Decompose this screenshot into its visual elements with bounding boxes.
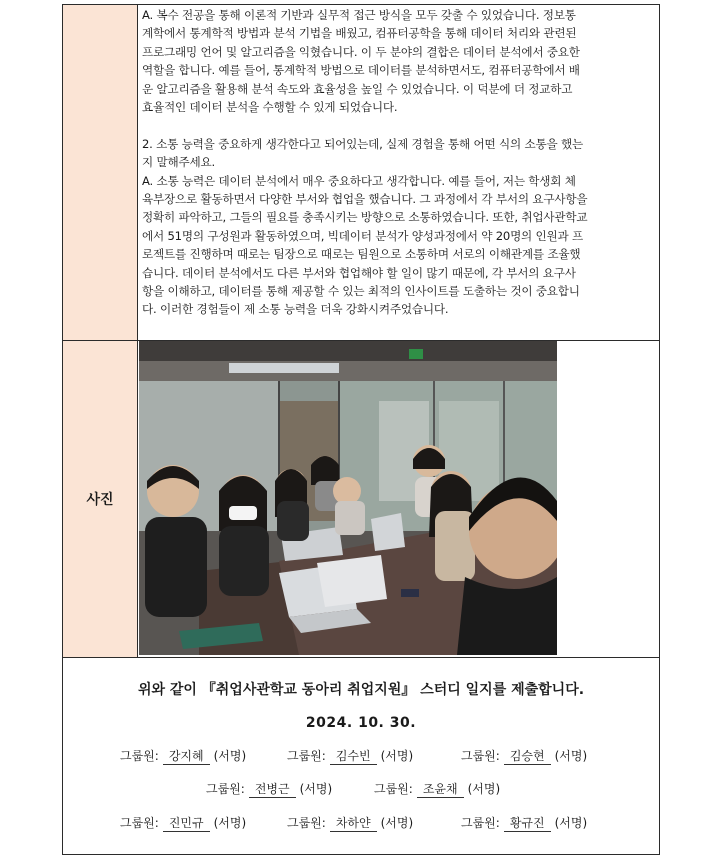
photo-row <box>63 341 659 658</box>
group-photo <box>139 341 557 655</box>
answer2-line: 에서 51명의 구성원과 활동하였으며, 빅데이터 분석가 양성과정에서 약 20명의 인원과 프 <box>142 228 584 243</box>
question2-line: 2. 소통 능력을 중요하게 생각한다고 되어있는데, 실제 경험을 통해 어떤 식의 소통을 했는 <box>142 136 583 151</box>
answer2-line: 습니다. 데이터 분석에서도 다른 부서와 협업해야 할 일이 많기 때문에, 각 부서의 요구사 <box>142 265 576 280</box>
member-name: 김수빈 <box>330 747 377 765</box>
submission-statement: 위와 같이 『취업사관학교 동아리 취업지원』 스터디 일지를 제출합니다. <box>137 682 585 698</box>
photo-label-cell <box>63 341 138 657</box>
answer2-line: 정확히 파악하고, 그들의 필요를 충족시키는 방향으로 소통하였습니다. 또한, 취업사관학교 <box>142 210 588 225</box>
member-signature: 그룹원: 김승현 (서명) <box>461 749 588 763</box>
submission-section <box>63 658 659 854</box>
answers-row <box>63 5 659 341</box>
answer2-line: 로젝트를 진행하며 때로는 팀장으로 때로는 팀원으로 소통하며 서로의 이해관계를 조율했 <box>142 247 581 262</box>
answer1-line: A. 복수 전공을 통해 이론적 기반과 실무적 접근 방식을 모두 갖출 수 있었습니다. 정보통 <box>142 8 576 22</box>
question2-line: 지 말해주세요. <box>142 155 215 170</box>
member-name: 차하얀 <box>330 814 377 832</box>
answers-text <box>142 6 656 319</box>
member-signature: 그룹원: 진민규 (서명) <box>120 816 247 830</box>
member-name: 조윤채 <box>417 780 464 798</box>
submission-date: 2024. 10. 30. <box>305 715 417 731</box>
member-signature: 그룹원: 조윤채 (서명) <box>374 782 501 796</box>
label-cell-empty <box>63 5 138 340</box>
answer1-line: 프로그래밍 언어 및 알고리즘을 익혔습니다. 이 두 분야의 결합은 데이터 분석에서 중요한 <box>142 44 580 59</box>
member-signature: 그룹원: 전병근 (서명) <box>206 782 333 796</box>
answer2-line: A. 소통 능력은 데이터 분석에서 매우 중요하다고 생각합니다. 예를 들어, 저는 학생회 체 <box>142 173 576 188</box>
member-name: 김승현 <box>504 747 551 765</box>
member-name: 진민규 <box>163 814 210 832</box>
member-name: 강지혜 <box>163 747 210 765</box>
member-signature: 그룹원: 황규진 (서명) <box>461 816 588 830</box>
answer1-line: 효율적인 데이터 분석을 수행할 수 있게 되었습니다. <box>142 100 398 115</box>
member-signature: 그룹원: 강지혜 (서명) <box>120 749 247 763</box>
answer2-line: 다. 이러한 경험들이 제 소통 능력을 더욱 강화시켜주었습니다. <box>142 302 449 317</box>
member-signature: 그룹원: 김수빈 (서명) <box>287 749 414 763</box>
photo-label: 사진 <box>86 492 114 508</box>
answer1-line: 계학에서 통계학적 방법과 분석 기법을 배웠고, 컴퓨터공학을 통해 데이터 처리와 관련된 <box>142 26 577 41</box>
document-table <box>62 4 660 855</box>
answer2-line: 육부장으로 활동하면서 다양한 부서와 협업을 했습니다. 그 과정에서 각 부서의 요구사항을 <box>142 192 588 207</box>
answer1-line: 운 알고리즘을 활용해 분석 속도와 효율성을 높일 수 있었습니다. 이 덕분에 더 정교하고 <box>142 81 573 96</box>
member-name: 전병근 <box>249 780 296 798</box>
answer1-line: 역할을 합니다. 예를 들어, 통계학적 방법으로 데이터를 분석하면서도, 컴퓨터공학에서 배 <box>142 63 580 78</box>
member-name: 황규진 <box>504 814 551 832</box>
member-signature: 그룹원: 차하얀 (서명) <box>287 816 414 830</box>
answer2-line: 항을 이해하고, 데이터를 통해 제공할 수 있는 최적의 인사이트를 도출하는 것이 중요합니 <box>142 284 580 299</box>
